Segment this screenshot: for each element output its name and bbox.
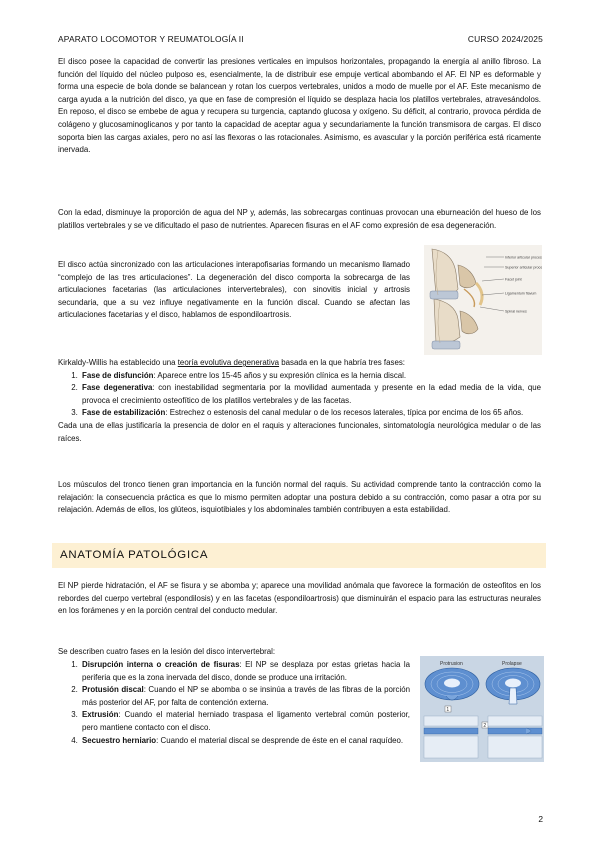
list-item-title: Fase de estabilización	[82, 408, 166, 418]
figure-label: Ligamentum flavum	[505, 291, 537, 296]
list-item-text: : Estrechez o estenosis del canal medular o de los recesos laterales, típica por encima de los 65 años.	[165, 408, 524, 418]
figure-label-prolapse: Prolapse	[502, 661, 522, 667]
figure-label: Facet joint	[505, 277, 522, 282]
paragraph-pathology	[58, 580, 541, 618]
list-item-title: Protusión discal	[82, 685, 144, 695]
paragraph-text: Cada una de ellas justificaría la presencia de dolor en el raquis y alteraciones funcionales, sintomatología neurológica medular o de las raíces.	[58, 420, 541, 443]
paragraph-text: El disco posee la capacidad de convertir las presiones verticales en impulsos horizontales, propagando la energía al anillo fibroso. La función del líquido del núcleo pulposo es, esencialmente, la de distribuir ese empuje vertical abombando el AF. El NP es deformable y forma una especie de bola donde se balancean y rotan los cuerpos vertebrales, unidos a modo de muelle por el AF. Este mecanismo de carga ayuda a la nutrición del disco, ya que en fase de compresión el líquido se desplaza hacia los platillos vertebrales, atravesándolos. En reposo, el disco se embebe de agua y recupera su turgencia, captando glucosa y oxígeno. Su déficit, al contrario, provoca pérdida de colágeno y glucosaminoglicanos y por tanto la capacidad de aceptar agua y secundariamente la función transmisora de cargas. El disco soporta bien las cargas axiales, pero no así las flexoras o las rotacionales. Asimismo, es avascular y la porción periférica está ricamente inervada.	[58, 57, 541, 155]
document-header-course: CURSO 2024/2025	[467, 34, 543, 44]
document-header-title: APARATO LOCOMOTOR Y REUMATOLOGÍA II	[58, 34, 244, 44]
paragraph-three-joint-complex	[58, 259, 410, 322]
list-item-title: Fase de disfunción	[82, 370, 154, 380]
text-after-link: basada en la que habría tres fases:	[279, 358, 405, 367]
paragraph-text: Los músculos del tronco tienen gran importancia en la función normal del raquis. Su actividad comprende tanto la contracción como la relajación: la consecuencia práctica es que lo mismo permiten adoptar una postura debido a su contracción, como pasar a otra por su relajación. Además de ellos, los glúteos, isquiotibiales y los abdominales también contribuyen a esta estabilidad.	[58, 480, 541, 515]
degenerative-theory-reference: teoría evolutiva degenerativa	[177, 358, 280, 367]
paragraph-aging	[58, 207, 541, 232]
list-item	[80, 684, 410, 709]
figure-marker: 2	[483, 723, 487, 729]
paragraph-trunk-muscles	[58, 479, 541, 517]
list-item	[80, 382, 541, 407]
list-item	[80, 709, 410, 734]
section-title: ANATOMÍA PATOLÓGICA	[60, 549, 209, 561]
list-item-title: Disrupción interna o creación de fisuras	[82, 660, 240, 669]
list-item-text: : Aparece entre los 15-45 años y su expresión clínica es la hernia discal.	[153, 370, 407, 380]
text-before-link: Kirkaldy-Willis ha establecido una	[58, 358, 178, 367]
spine-anatomy-illustration	[424, 245, 542, 355]
paragraph-text: El disco actúa sincronizado con las articulaciones interapofisarias formando un mecanismo llamado “complejo de las tres articulaciones”. La degeneración del disco comporta la sobrecarga de las articulaciones facetarias (las articulaciones intervertebrales), con sinovitis inicial y artrosis secundaria, que a su vez influye negativamente en la función discal. Cuando se afectan las articulaciones facetarias y el disco, hablamos de espondiloartrosis.	[58, 260, 410, 320]
spine-anatomy-figure	[424, 245, 542, 355]
list-item-text: : Cuando el material discal se desprende de éste en el canal raquídeo.	[156, 735, 404, 745]
figure-label: Inferior articular process	[505, 255, 542, 260]
figure-marker: 1	[446, 707, 450, 713]
list-item-text: : Cuando el material herniado traspasa el ligamento vertebral común posterior, pero mantiene contacto con el disco.	[82, 710, 410, 732]
paragraph-disc-function	[58, 56, 541, 157]
figure-label-protrusion: Protrusion	[440, 661, 463, 667]
list-item	[80, 370, 541, 383]
list-item-text: : con inestabilidad segmentaria por la movilidad aumentada y presente en la edad media de la vida, que provoca el crecimiento osteofítico de los platillos vertebrales y de las facetas.	[82, 383, 542, 405]
lesion-phases-list	[58, 659, 410, 747]
paragraph-kirkaldy-willis	[58, 357, 541, 445]
section-header-anatomia-patologica	[52, 543, 546, 568]
list-item	[80, 407, 541, 420]
list-item-text: : Cuando el NP se abomba o se insinúa a través de las fibras de la porción más posterior del AF, por falta de contención externa.	[82, 685, 410, 707]
degeneration-phases-list	[58, 370, 541, 420]
list-item-title: Extrusión	[82, 710, 119, 720]
list-item	[80, 659, 410, 684]
page-number: 2	[538, 814, 543, 824]
list-item	[80, 735, 410, 748]
lesion-phases-block	[58, 659, 410, 747]
disc-herniation-illustration	[420, 656, 544, 762]
paragraph-text	[58, 357, 541, 370]
paragraph-text: El NP pierde hidratación, el AF se fisura y se abomba y; aparece una movilidad anómala que favorece la formación de osteofitos en los rebordes del cuerpo vertebral (espondilosis) y en las facetas (espondiloartrosis) que disminuirán el espacio para las estructuras neurales en los forámenes y en la porción central del conducto medular.	[58, 581, 541, 616]
figure-label: Superior articular process	[505, 265, 542, 270]
list-item-title: Secuestro herniario	[82, 735, 157, 745]
figure-label: Spinal nerves	[505, 309, 527, 314]
list-item-title: Fase degenerativa	[82, 383, 153, 393]
list-item-text: : El NP se desplaza por estas grietas hacia la periferia que es la zona inervada del disco, donde se produce una irritación.	[82, 660, 410, 682]
protrusion-disc-icon	[425, 668, 479, 700]
disc-herniation-figure	[420, 656, 544, 762]
paragraph-text: Con la edad, disminuye la proporción de agua del NP y, además, las sobrecargas continuas provocan una eburneación del hueso de los platillos vertebrales y se ve dificultado el paso de nutrientes. Aparecen fisuras en el AF como expresión de esa degeneración.	[58, 208, 541, 230]
paragraph-text: Se describen cuatro fases en la lesión del disco intervertebral:	[58, 647, 276, 656]
